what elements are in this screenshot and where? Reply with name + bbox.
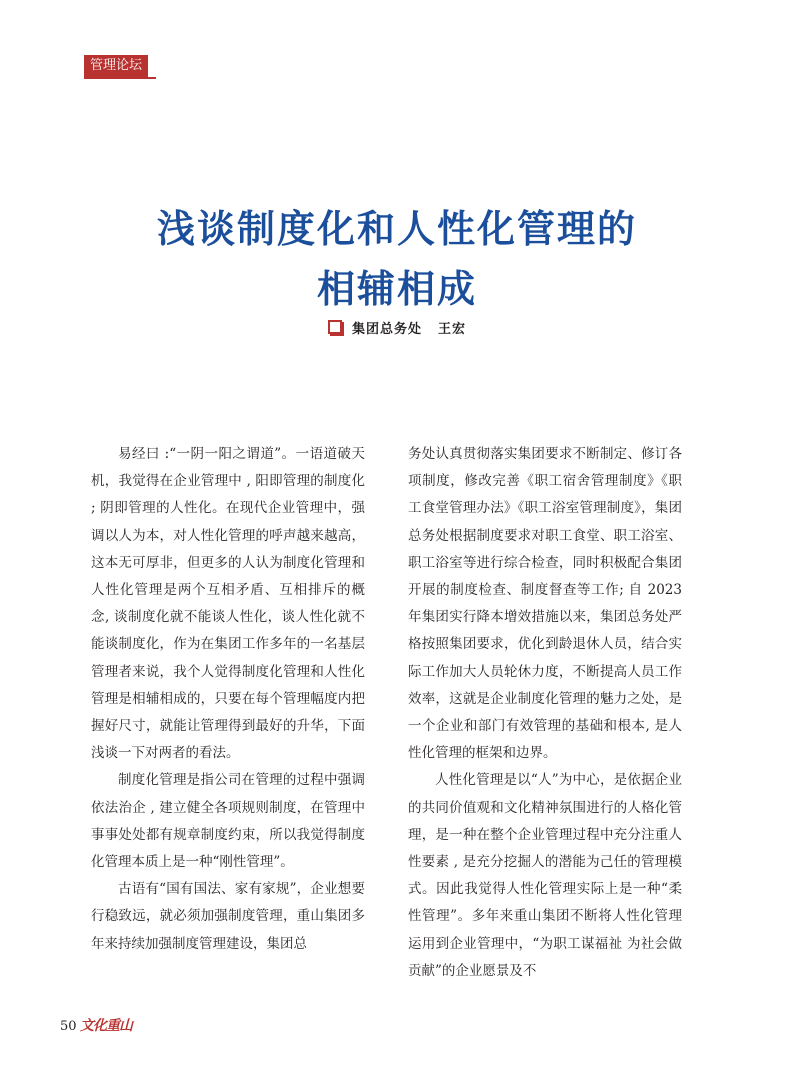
- paragraph: 人性化管理是以“人”为中心，是依据企业的共同价值观和文化精神氛围进行的人格化管理，是一种在整个企业管理过程中充分注重人性要素 , 是充分挖掘人的潜能为己任的管理模式。因此我觉得人性化管理实际上是一种“柔性管理”。多年来重山集团不断将人性化管理运用到企业管理中，“为职工谋福祉 为社会做贡献”的企业愿景及不: [408, 772, 682, 979]
- paragraph: 易经曰 :“一阴一阳之谓道”。一语道破天机，我觉得在企业管理中 , 阳即管理的制度化 ; 阴即管理的人性化。在现代企业管理中，强调以人为本，对人性化管理的呼声越来越高，这本无可厚非，但更多的人认为制度化管理和人性化管理是两个互相矛盾、互相排斥的概念, 谈制度化就不能谈人性化，谈人性化就不能谈制度化，作为在集团工作多年的一名基层管理者来说，我个人觉得制度化管理和人性化管理是相辅相成的，只要在每个管理幅度内把握好尺寸，就能让管理得到最好的升华，下面浅谈一下对两者的看法。: [91, 446, 365, 762]
- left-column: [91, 441, 365, 958]
- paragraph: 制度化管理是指公司在管理的过程中强调依法治企 , 建立健全各项规则制度，在管理中事事处处都有规章制度约束，所以我觉得制度化管理本质上是一种“刚性管理”。: [91, 772, 365, 871]
- byline-department: 集团总务处: [351, 322, 422, 337]
- paragraph: 古语有“国有国法、家有家规”，企业想要行稳致远，就必须加强制度管理，重山集团多年来持续加强制度管理建设，集团总: [91, 881, 365, 952]
- byline: [0, 318, 794, 337]
- section-tag: 管理论坛: [84, 55, 148, 77]
- article-title-line-2: 相辅相成: [316, 267, 477, 311]
- section-tag-underline: [84, 77, 156, 79]
- magazine-logo: 文化重山: [80, 1018, 132, 1034]
- byline-author: 王宏: [438, 322, 467, 337]
- paragraph-continued: 务处认真贯彻落实集团要求不断制定、修订各项制度，修改完善《职工宿舍管理制度》《职工食堂管理办法》《职工浴室管理制度》，集团总务处根据制度要求对职工食堂、职工浴室、职工浴室等进行综合检查，同时积极配合集团开展的制度检查、制度督查等工作; 自 2023 年集团实行降本增效措施以来，集团总务处严格按照集团要求，优化到龄退休人员，结合实际工作加大人员轮休力度，不断提高人员工作效率，这就是企业制度化管理的魅力之处，是一个企业和部门有效管理的基础和根本, 是人性化管理的框架和边界。: [408, 446, 682, 762]
- article-title-line-1: 浅谈制度化和人性化管理的: [156, 207, 637, 251]
- square-bullet-icon: [328, 320, 342, 334]
- page-number: 50: [60, 1019, 77, 1034]
- right-column: [408, 441, 682, 985]
